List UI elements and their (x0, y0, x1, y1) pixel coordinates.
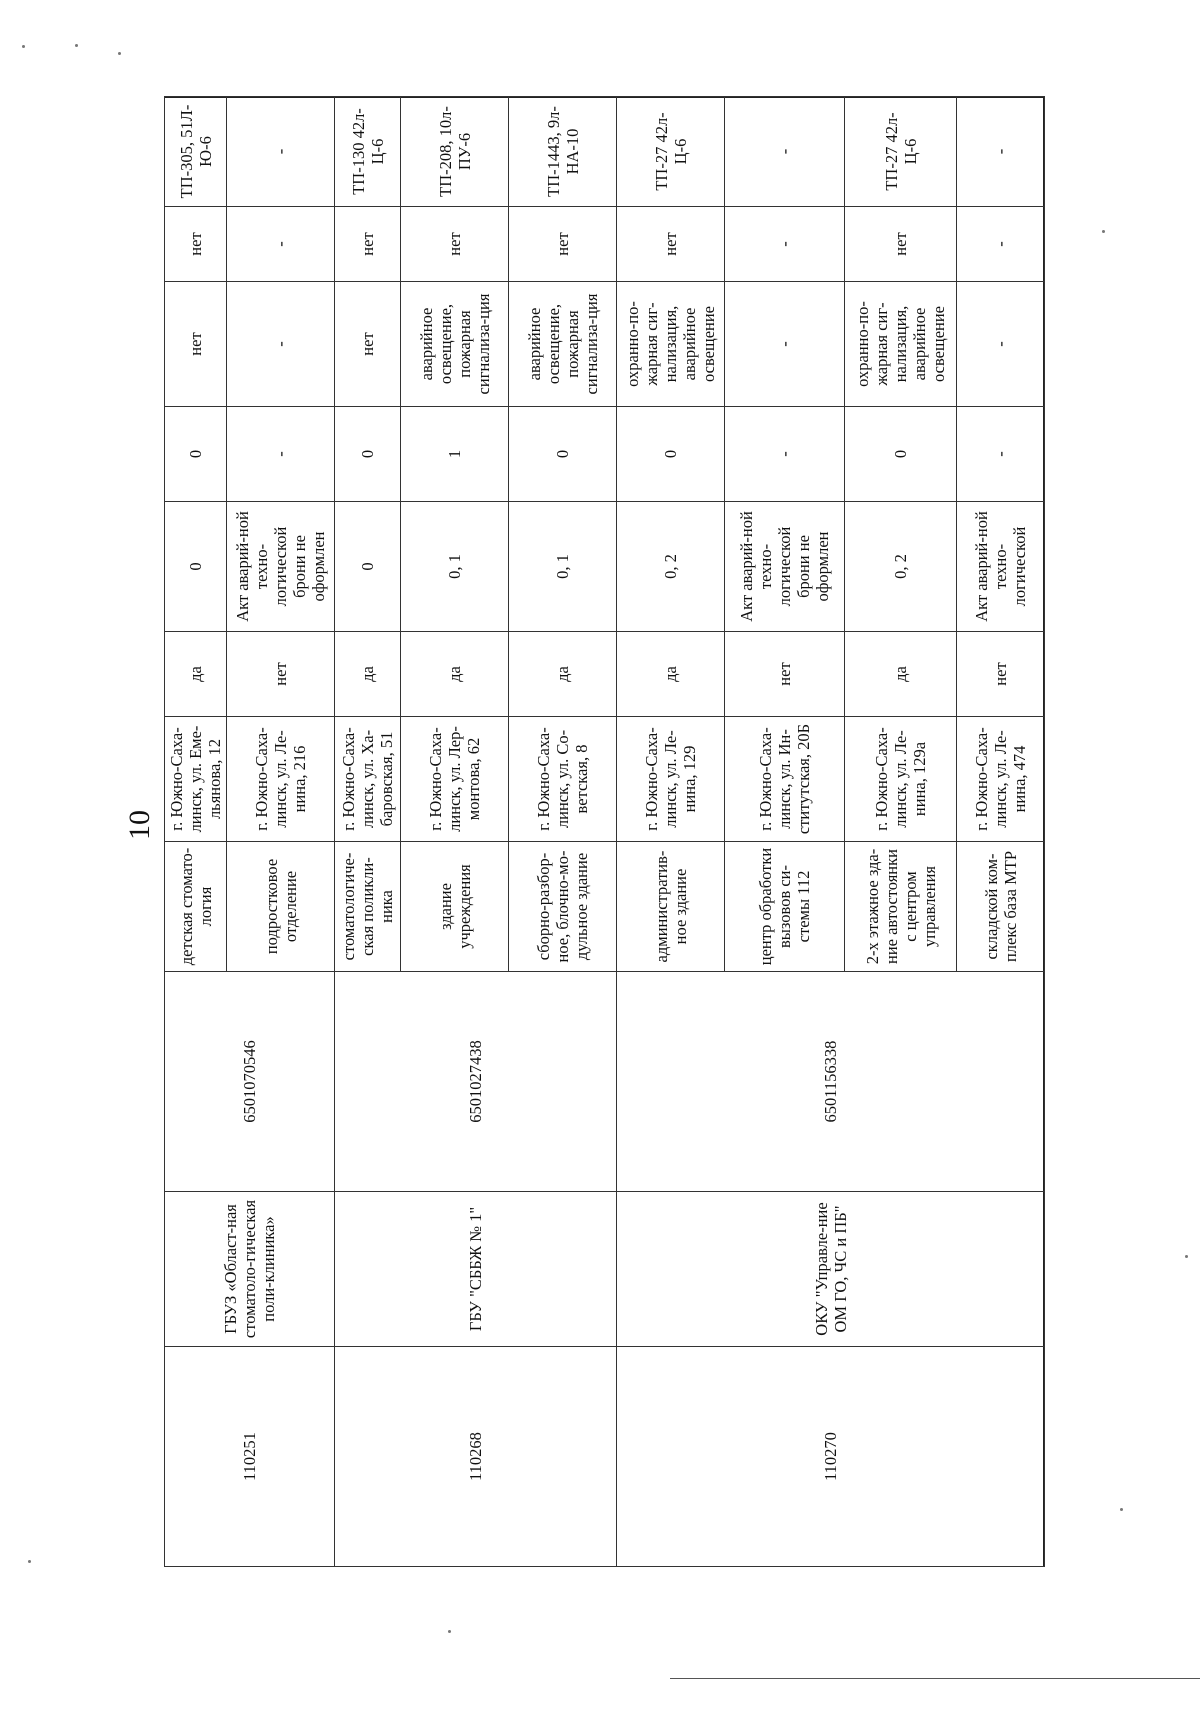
value-cell: 0 (617, 407, 725, 502)
armor-cell: Акт аварий-ной техно-логической брони не оформлен (725, 502, 845, 632)
status-cell: да (401, 632, 509, 717)
org-cell: ОКУ "Управле-ние ОМ ГО, ЧС и ПБ" (617, 1192, 1045, 1347)
status-cell: да (845, 632, 957, 717)
value-cell: 0 (335, 407, 401, 502)
object-name-cell: стоматологиче-ская поликли-ника (335, 842, 401, 972)
inn-cell: 6501156338 (617, 972, 1045, 1192)
flag-cell: нет (165, 207, 227, 282)
flag-cell: нет (335, 207, 401, 282)
systems-cell: нет (165, 282, 227, 407)
armor-cell: 0 (165, 502, 227, 632)
flag-cell: - (227, 207, 335, 282)
armor-cell: 0 (335, 502, 401, 632)
flag-cell: нет (401, 207, 509, 282)
table-row (335, 97, 401, 1567)
substation-cell: - (227, 97, 335, 207)
object-name-cell: здание учреждения (401, 842, 509, 972)
systems-cell: охранно-по-жарная сиг-нализация, аварийное освещение (845, 282, 957, 407)
substation-cell: - (957, 97, 1045, 207)
status-cell: да (165, 632, 227, 717)
rotated-table-container (164, 97, 1044, 1567)
status-cell: да (335, 632, 401, 717)
flag-cell: нет (617, 207, 725, 282)
value-cell: 0 (845, 407, 957, 502)
armor-cell: 0, 2 (845, 502, 957, 632)
id-cell: 110268 (335, 1347, 617, 1567)
flag-cell: нет (845, 207, 957, 282)
address-cell: г. Южно-Саха-линск, ул. Ле-нина, 216 (227, 717, 335, 842)
address-cell: г. Южно-Саха-линск, ул. Ле-нина, 129 (617, 717, 725, 842)
object-name-cell: административ-ное здание (617, 842, 725, 972)
org-cell: ГБУ "СББЖ № 1" (335, 1192, 617, 1347)
armor-cell: 0, 2 (617, 502, 725, 632)
address-cell: г. Южно-Саха-линск, ул. Лер-монтова, 62 (401, 717, 509, 842)
scan-speck (28, 1560, 31, 1563)
address-cell: г. Южно-Саха-линск, ул. Ин-ститутская, 20Б (725, 717, 845, 842)
armor-cell: 0, 1 (401, 502, 509, 632)
value-cell: 0 (165, 407, 227, 502)
register-table (164, 96, 1045, 1567)
value-cell: - (957, 407, 1045, 502)
table-row (617, 97, 725, 1567)
value-cell: - (725, 407, 845, 502)
value-cell: 1 (401, 407, 509, 502)
armor-cell: Акт аварий-ной техно-логической (957, 502, 1045, 632)
org-cell: ГБУЗ «Област-ная стоматоло-гическая поли-клиника» (165, 1192, 335, 1347)
systems-cell: аварийное освещение, пожарная сигнализа-ция (509, 282, 617, 407)
table-row (165, 97, 227, 1567)
address-cell: г. Южно-Саха-линск, ул. Ле-нина, 474 (957, 717, 1045, 842)
status-cell: нет (957, 632, 1045, 717)
status-cell: да (617, 632, 725, 717)
systems-cell: охранно-по-жарная сиг-нализация, аварийное освещение (617, 282, 725, 407)
object-name-cell: центр обработки вызовов си-стемы 112 (725, 842, 845, 972)
systems-cell: - (957, 282, 1045, 407)
status-cell: нет (227, 632, 335, 717)
object-name-cell: сборно-разбор-ное, блочно-мо-дульное здание (509, 842, 617, 972)
substation-cell: ТП-27 42л-Ц-6 (617, 97, 725, 207)
address-cell: г. Южно-Саха-линск, ул. Со-ветская, 8 (509, 717, 617, 842)
scan-speck (1185, 1255, 1188, 1258)
flag-cell: нет (509, 207, 617, 282)
armor-cell: Акт аварий-ной техно-логической брони не оформлен (227, 502, 335, 632)
substation-cell: - (725, 97, 845, 207)
object-name-cell: подростковое отделение (227, 842, 335, 972)
scan-speck (1120, 1508, 1123, 1511)
address-cell: г. Южно-Саха-линск, ул. Еме-льянова, 12 (165, 717, 227, 842)
substation-cell: ТП-208, 10л-ПУ-6 (401, 97, 509, 207)
value-cell: - (227, 407, 335, 502)
status-cell: нет (725, 632, 845, 717)
address-cell: г. Южно-Саха-линск, ул. Ха-баровская, 51 (335, 717, 401, 842)
value-cell: 0 (509, 407, 617, 502)
substation-cell: ТП-305, 51Л-Ю-6 (165, 97, 227, 207)
systems-cell: нет (335, 282, 401, 407)
inn-cell: 6501027438 (335, 972, 617, 1192)
page-number: 10 (123, 810, 156, 840)
systems-cell: - (725, 282, 845, 407)
scan-speck (448, 1630, 451, 1633)
substation-cell: ТП-130 42л-Ц-6 (335, 97, 401, 207)
scan-speck (22, 45, 25, 48)
id-cell: 110251 (165, 1347, 335, 1567)
substation-cell: ТП-1443, 9л-НА-10 (509, 97, 617, 207)
flag-cell: - (725, 207, 845, 282)
systems-cell: аварийное освещение, пожарная сигнализа-ция (401, 282, 509, 407)
systems-cell: - (227, 282, 335, 407)
object-name-cell: 2-х этажное зда-ние автостоянки с центром управления (845, 842, 957, 972)
address-cell: г. Южно-Саха-линск, ул. Ле-нина, 129а (845, 717, 957, 842)
flag-cell: - (957, 207, 1045, 282)
scan-speck (75, 44, 78, 47)
status-cell: да (509, 632, 617, 717)
substation-cell: ТП-27 42л-Ц-6 (845, 97, 957, 207)
scan-speck (118, 52, 121, 55)
scan-speck (1102, 230, 1105, 233)
scan-edge-line (670, 1678, 1200, 1679)
armor-cell: 0, 1 (509, 502, 617, 632)
object-name-cell: детская стомато-логия (165, 842, 227, 972)
id-cell: 110270 (617, 1347, 1045, 1567)
inn-cell: 6501070546 (165, 972, 335, 1192)
object-name-cell: складской ком-плекс база МТР (957, 842, 1045, 972)
